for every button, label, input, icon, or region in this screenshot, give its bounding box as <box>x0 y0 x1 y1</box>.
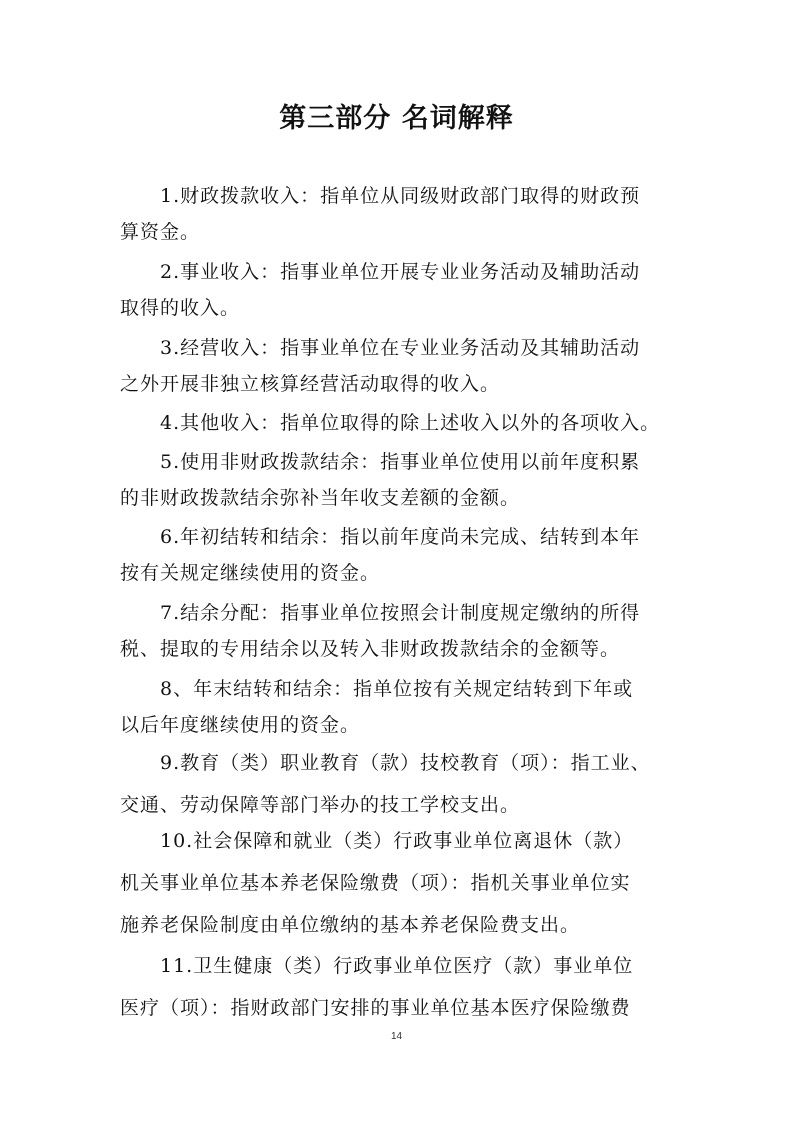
definition-paragraph <box>120 185 690 243</box>
page-number: 14 <box>390 1031 403 1042</box>
paragraph-line: 1.财政拨款收入：指单位从同级财政部门取得的财政预 <box>160 185 641 207</box>
definition-paragraph <box>120 412 690 434</box>
paragraph-line: 施养老保险制度由单位缴纳的基本养老保险费支出。 <box>120 914 581 936</box>
paragraph-line: 4.其他收入：指单位取得的除上述收入以外的各项收入。 <box>160 412 661 434</box>
paragraph-line: 交通、劳动保障等部门举办的技工学校支出。 <box>120 794 521 816</box>
paragraph-line: 3.经营收入：指事业单位在专业业务活动及其辅助活动 <box>160 337 641 359</box>
paragraph-line: 算资金。 <box>120 221 201 243</box>
paragraph-line: 的非财政拨款结余弥补当年收支差额的金额。 <box>120 487 521 509</box>
paragraph-line: 之外开展非独立核算经营活动取得的收入。 <box>120 373 501 395</box>
paragraph-line: 按有关规定继续使用的资金。 <box>120 562 381 584</box>
paragraph-line: 7.结余分配：指事业单位按照会计制度规定缴纳的所得 <box>160 602 641 624</box>
paragraph-line: 5.使用非财政拨款结余：指事业单位使用以前年度积累 <box>160 451 641 473</box>
definition-paragraph <box>120 678 690 736</box>
paragraph-line: 8、年末结转和结余：指单位按有关规定结转到下年或 <box>160 678 634 700</box>
paragraph-line: 2.事业收入：指事业单位开展专业业务活动及辅助活动 <box>160 261 641 283</box>
definition-paragraph <box>120 955 690 1019</box>
definition-paragraph <box>120 752 690 816</box>
definition-paragraph <box>120 337 690 395</box>
definition-paragraph <box>120 526 690 584</box>
paragraph-line: 税、提取的专用结余以及转入非财政拨款结余的金额等。 <box>120 638 621 660</box>
paragraph-line: 9.教育（类）职业教育（款）技校教育（项）：指工业、 <box>160 752 651 774</box>
paragraph-line: 10.社会保障和就业（类）行政事业单位离退休（款） <box>160 830 634 852</box>
paragraph-line: 机关事业单位基本养老保险缴费（项）：指机关事业单位实 <box>120 872 631 894</box>
definition-paragraph <box>120 830 690 936</box>
paragraph-line: 医疗（项）：指财政部门安排的事业单位基本医疗保险缴费 <box>120 997 631 1019</box>
paragraph-line: 以后年度继续使用的资金。 <box>120 714 361 736</box>
paragraph-line: 6.年初结转和结余：指以前年度尚未完成、结转到本年 <box>160 526 641 548</box>
definition-paragraph <box>120 261 690 319</box>
paragraph-line: 取得的收入。 <box>120 297 241 319</box>
definition-paragraph <box>120 451 690 509</box>
page-title: 第三部分 名词解释 <box>279 103 514 134</box>
definition-paragraph <box>120 602 690 660</box>
paragraph-line: 11.卫生健康（类）行政事业单位医疗（款）事业单位 <box>160 955 634 977</box>
